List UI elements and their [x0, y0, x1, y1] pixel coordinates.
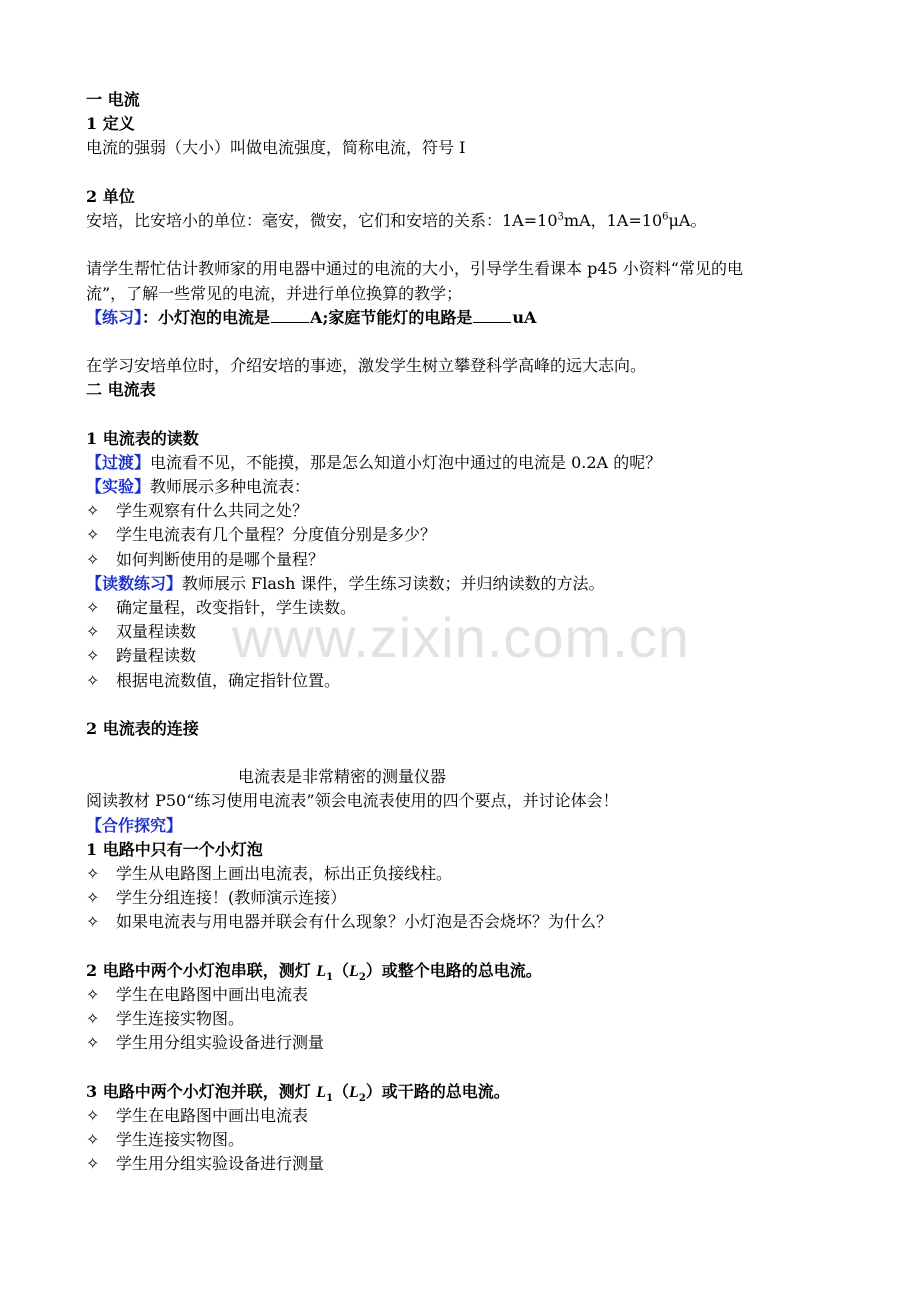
case-3-mid: （: [333, 1081, 350, 1101]
lamp-l2-sub: 2: [358, 1092, 366, 1104]
answer-blank-1: [271, 308, 309, 323]
read-book-text: 阅读教材 P50“练习使用电流表”领会电流表使用的四个要点，并讨论体会！: [86, 791, 619, 811]
bullet-icon: ✧: [86, 912, 100, 932]
list-item-text: 学生用分组实验设备进行测量: [116, 1033, 325, 1053]
list-item-text: 跨量程读数: [116, 646, 197, 666]
list-item-text: 学生用分组实验设备进行测量: [116, 1154, 325, 1174]
list-item: [86, 548, 866, 572]
case-3-text-a: 3 电路中两个小灯泡并联，测灯: [86, 1081, 317, 1101]
spacer: [86, 233, 866, 257]
case-1-list: [86, 862, 866, 935]
coop-line: [86, 814, 866, 838]
reading-heading: 1 电流表的读数: [86, 428, 199, 448]
practice-text-b: A;家庭节能灯的电路是: [310, 307, 473, 327]
experiment-list: [86, 499, 866, 572]
bullet-icon: ✧: [86, 597, 100, 617]
lamp-l2-label: L: [349, 962, 359, 980]
unit-heading: 2 单位: [86, 186, 135, 206]
list-item: [86, 1031, 866, 1055]
list-item: [86, 523, 866, 547]
list-item-text: 学生连接实物图。: [116, 1009, 245, 1029]
section-2-heading: 二 电流表: [86, 380, 156, 400]
lamp-l1-sub: 1: [326, 1092, 334, 1104]
spacer: [86, 693, 866, 717]
list-item: [86, 1128, 866, 1152]
list-item-text: 学生从电路图上画出电流表，标出正负接线柱。: [116, 864, 453, 883]
bullet-icon: ✧: [86, 1009, 100, 1029]
lamp-l2-sub: 2: [358, 971, 366, 983]
spacer: [86, 402, 866, 426]
list-item: [86, 1104, 866, 1128]
connection-heading: 2 电流表的连接: [86, 718, 199, 738]
bullet-icon: ✧: [86, 1033, 100, 1053]
watermark: www.zixin.com.cn: [232, 606, 690, 669]
practice-line: [86, 306, 866, 330]
list-item: [86, 1007, 866, 1031]
case-1-title: 1 电路中只有一个小灯泡: [86, 839, 263, 859]
bullet-icon: ✧: [86, 622, 100, 642]
experiment-line: [86, 475, 866, 499]
list-item-text: 学生在电路图中画出电流表: [116, 984, 309, 1004]
list-item: [86, 596, 866, 620]
coop-tag: 【合作探究】: [86, 815, 183, 835]
bullet-icon: ✧: [86, 888, 100, 908]
unit-sup-1: 3: [557, 211, 564, 223]
spacer: [86, 1056, 866, 1080]
ampere-text: 在学习安培单位时，介绍安培的事迹，激发学生树立攀登科学高峰的远大志向。: [86, 356, 647, 376]
reading-practice-text: 教师展示 Flash 课件，学生练习读数；并归纳读数的方法。: [182, 573, 605, 593]
list-item-text: 确定量程，改变指针，学生读数。: [116, 597, 357, 617]
case-3-title: [86, 1080, 866, 1104]
practice-text-a: ：小灯泡的电流是: [142, 307, 271, 327]
bullet-icon: ✧: [86, 549, 100, 569]
list-item-text: 学生连接实物图。: [116, 1130, 245, 1150]
bullet-icon: ✧: [86, 984, 100, 1004]
list-item: [86, 910, 866, 934]
reading-practice-line: [86, 572, 866, 596]
practice-tag: 【练习】: [86, 307, 143, 327]
definition-text: 电流的强弱（大小）叫做电流强度，简称电流，符号 I: [86, 138, 466, 158]
case-2-mid: （: [333, 960, 350, 980]
precision-note: 电流表是非常精密的测量仪器: [238, 767, 447, 787]
lamp-l2-label: L: [349, 1083, 359, 1101]
list-item-text: 学生电流表有几个量程？分度值分别是多少？: [116, 525, 437, 545]
case-2-title: [86, 959, 866, 983]
spacer: [86, 935, 866, 959]
unit-text: [86, 209, 866, 233]
list-item: [86, 983, 866, 1007]
case-2-list: [86, 983, 866, 1056]
case-3-text-b: ）或干路的总电流。: [365, 1081, 510, 1101]
spacer: [86, 741, 866, 765]
lamp-l1-label: L: [316, 1083, 327, 1101]
practice-text-c: uA: [512, 307, 537, 327]
bullet-icon: ✧: [86, 525, 100, 545]
bullet-icon: ✧: [86, 646, 100, 666]
definition-heading: 1 定义: [86, 114, 135, 134]
reading-practice-tag: 【读数练习】: [86, 573, 183, 593]
bullet-icon: ✧: [86, 1154, 100, 1174]
spacer: [86, 330, 866, 354]
unit-text-c: μA。: [668, 210, 707, 230]
list-item: [86, 620, 866, 644]
list-item-text: 学生观察有什么共同之处？: [116, 501, 309, 521]
experiment-text: 教师展示多种电流表：: [150, 477, 311, 496]
experiment-tag: 【实验】: [86, 477, 151, 496]
guide-line-2: 流”，了解一些常见的电流，并进行单位换算的教学；: [86, 283, 463, 303]
unit-text-a: 安培，比安培小的单位：毫安，微安，它们和安培的关系：1A=10: [86, 210, 558, 230]
list-item: [86, 886, 866, 910]
case-3-list: [86, 1104, 866, 1177]
list-item: [86, 1152, 866, 1176]
list-item-text: 如果电流表与用电器并联会有什么现象？小灯泡是否会烧坏？为什么？: [116, 912, 613, 932]
bullet-icon: ✧: [86, 1130, 100, 1150]
bullet-icon: ✧: [86, 864, 100, 883]
answer-blank-2: [473, 308, 511, 323]
transition-line: [86, 451, 866, 475]
list-item: [86, 669, 866, 693]
guide-line-1: 请学生帮忙估计教师家的用电器中通过的电流的大小，引导学生看课本 p45 小资料“常见的电: [86, 259, 743, 279]
case-2-text-b: ）或整个电路的总电流。: [365, 960, 542, 980]
unit-text-b: mA，1A=10: [563, 210, 663, 230]
list-item-text: 根据电流数值，确定指针位置。: [116, 670, 341, 690]
case-2-text-a: 2 电路中两个小灯泡串联，测灯: [86, 960, 317, 980]
reading-list: [86, 596, 866, 693]
list-item-text: 双量程读数: [116, 622, 197, 642]
document-page: [86, 88, 866, 1176]
bullet-icon: ✧: [86, 1105, 100, 1125]
lamp-l1-label: L: [316, 962, 327, 980]
list-item-text: 如何判断使用的是哪个量程？: [116, 549, 325, 569]
section-1-heading: 一 电流: [86, 90, 140, 109]
list-item: [86, 499, 866, 523]
list-item: [86, 644, 866, 668]
transition-tag: 【过渡】: [86, 452, 151, 472]
lamp-l1-sub: 1: [326, 971, 334, 983]
transition-text: 电流看不见，不能摸，那是怎么知道小灯泡中通过的电流是 0.2A 的呢？: [150, 452, 662, 472]
bullet-icon: ✧: [86, 501, 100, 521]
list-item: [86, 862, 866, 886]
unit-sup-2: 6: [662, 211, 669, 223]
list-item-text: 学生在电路图中画出电流表: [116, 1105, 309, 1125]
list-item-text: 学生分组连接！(教师演示连接）: [116, 888, 347, 908]
bullet-icon: ✧: [86, 670, 100, 690]
spacer: [86, 161, 866, 185]
